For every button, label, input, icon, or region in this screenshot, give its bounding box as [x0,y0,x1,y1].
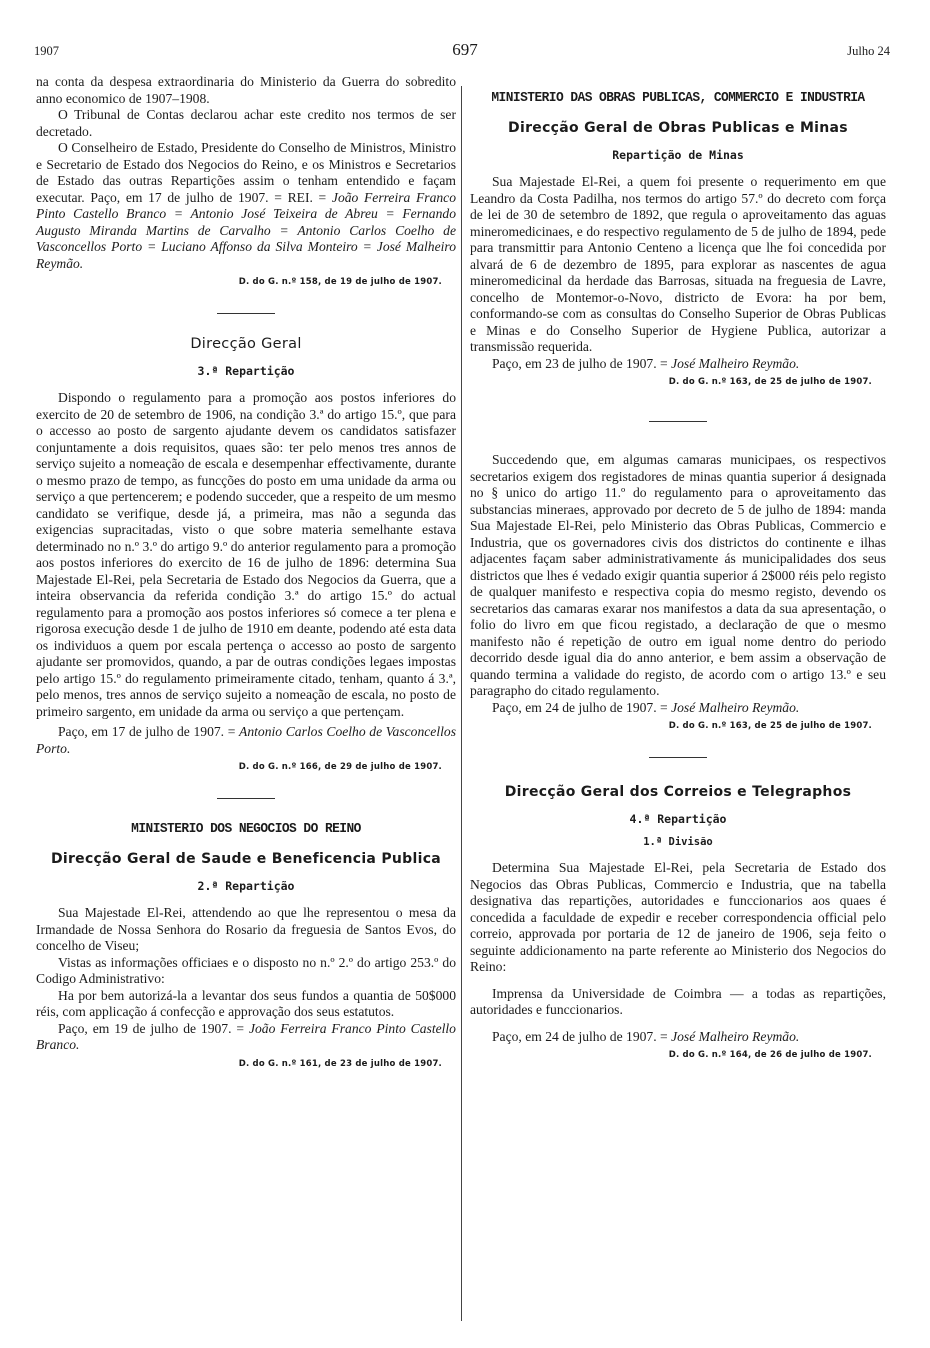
page-number: 697 [452,40,478,59]
section-title: Direcção Geral [190,336,302,352]
signatures: João Ferreira Franco Pinto Castello Branco = Antonio José Teixeira de Abreu = Fernando Augusto Miranda Martins de Carvalho = Antonio Carlos Coelho de Vasconcellos Porto = Luciano Affonso da Silva Monteiro = José Malheiro Reymão. [36,189,456,271]
section-title: Direcção Geral de Obras Publicas e Minas [508,120,848,136]
section-subtitle: Repartição de Minas [612,148,744,162]
section-rule [217,313,275,314]
decree-closing-text: O Conselheiro de Estado, Presidente do Conselho de Ministros, Ministro e Secretario de Estado dos Negocios do Reino, e os Ministros e Secretarios de Estado das outras Repartições assim o tenham entendido e façam executar. Paço, em 17 de julho de 1907. = REI. = [36,140,456,205]
header-year: 1907 [34,44,59,58]
paragraph: Vistas as informações officiaes e o disposto no n.º 2.º do artigo 253.º do Codigo Administrativo: [36,954,456,986]
division-label: 1.ª Divisão [643,836,713,848]
citation: D. do G. n.º 161, de 23 de julho de 1907. [238,1058,442,1069]
signature-line [470,1029,886,1046]
header-date: Julho 24 [847,44,890,58]
signature-date: Paço, em 24 de julho de 1907. = [492,1028,672,1044]
left-column [36,74,456,1069]
paragraph: Succedendo que, em algumas camaras municipaes, os respectivos secretarios exigem dos registadores de minas quantia superior á designada no § unico do artigo 11.º do regulamento para o aproveitamento das substancias mineraes, approvado por decreto de 5 de julho de 1894: manda Sua Majestade El-Rei, pelo Ministerio das Obras Publicas, Commercio e Industria, que os governadores civis dos districtos do continente e ilhas adjacentes façam saber administrativamente ás municipalidades dos seus districtos que lhes é vedado exigir quantia superior á 2$000 réis pelo registo de qualquer manifesto e respectiva copia do mesmo registo, devendo os secretarios das camaras exarar nos manifestos a data da sua apresentação, o folio do livro em que ficou registado, a declaração de que o mesmo manifesto não é repetição de outro em igual nome dentro do periodo decorrido desde igual dia do anno anterior, e bem assim a observação de quando termina a validade do registo, de acordo com o artigo 13.º e seu paragrapho do citado regulamento. [470,452,886,698]
signature: José Malheiro Reymão. [671,355,800,371]
paragraph: Ha por bem autorizá-la a levantar dos seus fundos a quantia de 50$000 réis, com applicação á confecção e approvação dos seus estatutos. [36,987,456,1019]
section-subtitle: 2.ª Repartição [197,879,295,893]
citation: D. do G. n.º 158, de 19 de julho de 1907. [238,277,442,287]
citation: D. do G. n.º 166, de 29 de julho de 1907. [238,762,442,772]
citation: D. do G. n.º 164, de 26 de julho de 1907. [668,1050,872,1060]
signature-line [36,1021,456,1054]
citation: D. do G. n.º 163, de 25 de julho de 1907. [668,721,872,731]
signature-line [36,724,456,757]
column-divider [461,86,462,1321]
signature-date: Paço, em 17 de julho de 1907. = [58,724,240,739]
paragraph: Sua Majestade El-Rei, a quem foi presente o requerimento em que Leandro da Costa Padilha, nos termos do artigo 57.º do decreto com força de lei de 30 de setembro de 1892, que regula o aproveitamento das aguas mineromedicinaes, e do respectivo regulamento de 5 de julho de 1894, pede para transmittir para Antonio Centeno a licença que lhe foi concedida por alvará de 6 de dezembro de 1895, para explorar as nascentes de agua mineromedicinal da herdade das Barrosas, situada na freguesia de Lavre, concelho de Montemor-o-Novo, districto de Evora: ha por bem, conformando-se com as consultas do Conselho Superior de Obras Publicas e Minas e do Conselho Superior de Hygiene Publica, autorizar a transmissão requerida. [470,174,886,354]
paragraph: Determina Sua Majestade El-Rei, pela Secretaria de Estado dos Negocios das Obras Publicas, Commercio e Industria, que na tabella designativa das repartições, autoridades e funccionarios aos quaes é concedida a faculdade de expedir e receber correspondencia official pelo correio, approvada por portaria de 12 de janeiro de 1906, seja feito o seguinte addicionamento na parte referente ao Ministerio dos Negocios do Reino: [470,860,886,974]
section-rule [649,421,707,422]
section-subtitle: 4.ª Repartição [629,812,727,826]
signature: José Malheiro Reymão. [671,1028,800,1044]
section-rule [649,757,707,758]
paragraph: O Tribunal de Contas declarou achar este credito nos termos de ser decretado. [36,107,456,139]
ministry-heading: MINISTERIO DOS NEGOCIOS DO REINO [131,821,361,837]
section-title: Direcção Geral dos Correios e Telegraphos [504,784,852,800]
section-title: Direcção Geral de Saude e Beneficencia Publica [50,851,442,867]
signature: Antonio Carlos Coelho de Vasconcellos Porto. [36,724,456,756]
decree-closing [36,140,456,272]
right-column [470,74,886,1060]
section-subtitle: 3.ª Repartição [197,364,295,378]
ministry-heading: MINISTERIO DAS OBRAS PUBLICAS, COMMERCIO E INDUSTRIA [491,90,865,106]
paragraph: Sua Majestade El-Rei, attendendo ao que lhe representou o mesa da Irmandade de Nossa Senhora do Rosario da freguesia de Santos Evos, do concelho de Viseu; [36,905,456,953]
signature: João Ferreira Franco Pinto Castello Branco. [36,1020,456,1052]
signature-date: Paço, em 24 de julho de 1907. = [492,699,672,715]
signature-line [470,356,886,373]
paragraph: na conta da despesa extraordinaria do Ministerio da Guerra do sobredito anno economico de 1907–1908. [36,74,456,106]
section-rule [217,798,275,799]
paragraph: Imprensa da Universidade de Coimbra — a todas as repartições, autoridades e funccionarios. [470,985,886,1017]
signature-line [470,700,886,717]
signature-date: Paço, em 23 de julho de 1907. = [492,355,672,371]
signature: José Malheiro Reymão. [671,699,800,715]
signature-date: Paço, em 19 de julho de 1907. = [58,1020,249,1036]
citation: D. do G. n.º 163, de 25 de julho de 1907. [668,377,872,387]
paragraph: Dispondo o regulamento para a promoção aos postos inferiores do exercito de 20 de setembro de 1906, na condição 3.ª do artigo 15.º, que para o accesso ao posto de sargento ajudante devem os candidatos satisfazer conjuntamente a dois requisitos, quaes são: ter pelo menos tres annos de serviço sujeito a nomeação de escala e desempenhar effectivamente, durante o mesmo prazo de tempo, as funcções do posto em uma unidade da arma ou serviço a que pertencerem; e podendo succeder, que a respeito de um mesmo candidato se verifique, desde já, a primeira, mas não a segunda das exigencias supracitadas, visto o que sobre materia semelhante estava determinado no n.º 3.º do artigo 9.º do anterior regulamento para a promoção aos postos inferiores do exercito de 16 de julho de 1896: determina Sua Majestade El-Rei, pela Secretaria de Estado dos Negocios da Guerra, que a inteira observancia da referida condição 3.ª do artigo 15.º do actual regulamento para a promoção aos postos inferiores só comece a ter plena e rigorosa execução desde 1 de julho de 1910 em deante, podendo até esta data os individuos a quem por escala pertença o accesso ao posto de sargento ajudante ser promovidos, quando, a par de outras condições legaes impostas pelo artigo 15.º do regulamento primeiramente citado, tenham, quanto á 3.ª, pelo menos, tres annos de serviço sujeito a nomeação de escala, no posto de primeiro sargento, em unidade da arma ou serviço a que pertençam. [36,390,456,719]
